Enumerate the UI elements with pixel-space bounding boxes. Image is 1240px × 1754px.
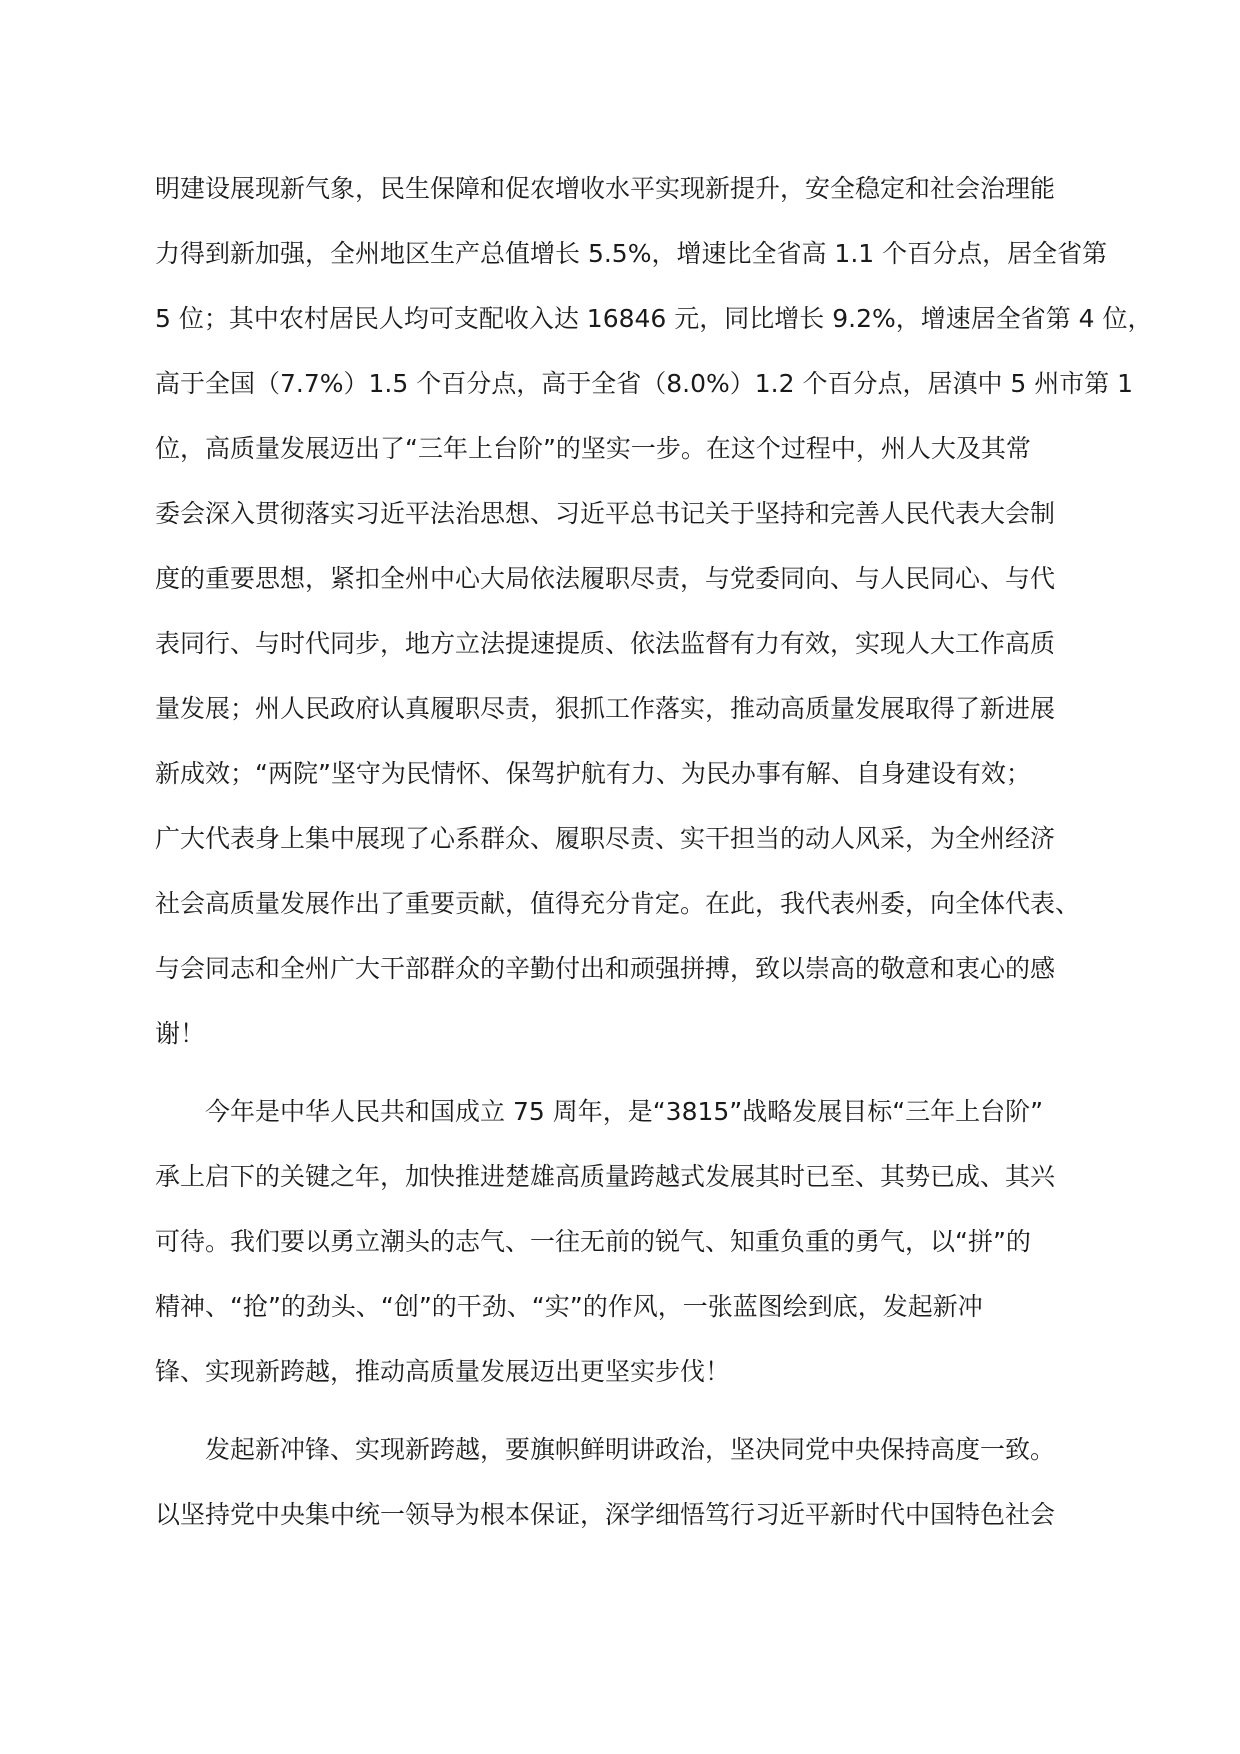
text-line: 力得到新加强，全州地区生产总值增长 5.5%，增速比全省高 1.1 个百分点，居全省第 (155, 239, 1108, 268)
text-line: 谢！ (155, 1019, 206, 1048)
paragraph-2 (155, 1079, 1095, 1404)
text-line: 明建设展现新气象，民生保障和促农增收水平实现新提升，安全稳定和社会治理能 (155, 174, 1056, 203)
paragraph-gap (155, 1066, 1095, 1079)
text-line: 广大代表身上集中展现了心系群众、履职尽责、实干担当的动人风采，为全州经济 (155, 824, 1056, 853)
text-line: 承上启下的关键之年，加快推进楚雄高质量跨越式发展其时已至、其势已成、其兴 (155, 1162, 1056, 1191)
text-line: 今年是中华人民共和国成立 75 周年，是“3815”战略发展目标“三年上台阶” (155, 1097, 1044, 1126)
text-line: 新成效；“两院”坚守为民情怀、保驾护航有力、为民办事有解、自身建设有效； (155, 759, 1031, 788)
text-line: 位，高质量发展迈出了“三年上台阶”的坚实一步。在这个过程中，州人大及其常 (155, 434, 1031, 463)
text-line: 委会深入贯彻落实习近平法治思想、习近平总书记关于坚持和完善人民代表大会制 (155, 499, 1056, 528)
text-line: 高于全国（7.7%）1.5 个百分点，高于全省（8.0%）1.2 个百分点，居滇中 5 州市第 1 (155, 369, 1134, 398)
paragraph-3 (155, 1417, 1095, 1547)
text-line: 5 位；其中农村居民人均可支配收入达 16846 元，同比增长 9.2%，增速居全省第 4 位， (155, 304, 1153, 333)
paragraph-1 (155, 156, 1153, 1066)
text-line: 以坚持党中央集中统一领导为根本保证，深学细悟笃行习近平新时代中国特色社会 (155, 1500, 1056, 1529)
text-line: 发起新冲锋、实现新跨越，要旗帜鲜明讲政治，坚决同党中央保持高度一致。 (155, 1435, 1056, 1464)
text-line: 量发展；州人民政府认真履职尽责，狠抓工作落实，推动高质量发展取得了新进展 (155, 694, 1056, 723)
text-line: 精神、“抢”的劲头、“创”的干劲、“实”的作风，一张蓝图绘到底，发起新冲 (155, 1292, 983, 1321)
text-line: 表同行、与时代同步，地方立法提速提质、依法监督有力有效，实现人大工作高质 (155, 629, 1056, 658)
text-line: 度的重要思想，紧扣全州中心大局依法履职尽责，与党委同向、与人民同心、与代 (155, 564, 1056, 593)
text-line: 锋、实现新跨越，推动高质量发展迈出更坚实步伐！ (155, 1357, 731, 1386)
document-body (155, 156, 1153, 1547)
text-line: 社会高质量发展作出了重要贡献，值得充分肯定。在此，我代表州委，向全体代表、 (155, 889, 1081, 918)
text-line: 与会同志和全州广大干部群众的辛勤付出和顽强拼搏，致以崇高的敬意和衷心的感 (155, 954, 1056, 983)
paragraph-gap (155, 1404, 1095, 1417)
text-line: 可待。我们要以勇立潮头的志气、一往无前的锐气、知重负重的勇气，以“拼”的 (155, 1227, 1031, 1256)
